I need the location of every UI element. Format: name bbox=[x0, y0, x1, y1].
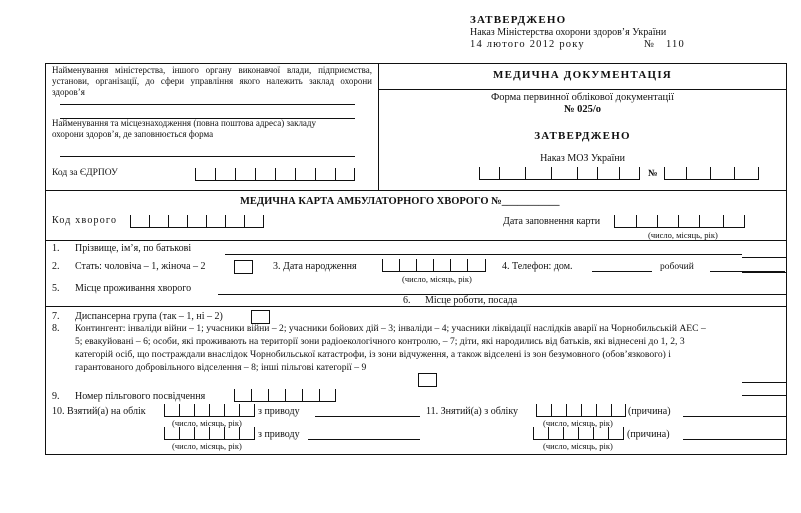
birth-date-hint: (число, місяць, рік) bbox=[402, 274, 472, 284]
work-phone-field[interactable] bbox=[710, 271, 785, 272]
registered-reason-field-2[interactable] bbox=[308, 439, 420, 440]
deregistered-reason-label: (причина) bbox=[628, 406, 671, 417]
f5-num: 5. bbox=[52, 283, 60, 294]
order-number-input[interactable] bbox=[664, 167, 759, 180]
form-label: Форма первинної облікової документації bbox=[490, 92, 675, 103]
facility-label: Найменування та місцезнаходження (повна поштова адреса) закладу охорони здоров’я, де заповнюється форма bbox=[52, 118, 317, 139]
divider-right-row1 bbox=[742, 257, 787, 258]
home-phone-field[interactable] bbox=[592, 271, 652, 272]
f9-num: 9. bbox=[52, 391, 60, 402]
deregistered-date-hint-2: (число, місяць, рік) bbox=[543, 441, 613, 451]
deregistered-reason-field[interactable] bbox=[683, 416, 787, 417]
deregistered-date-hint: (число, місяць, рік) bbox=[543, 418, 613, 428]
privilege-number-input[interactable] bbox=[234, 389, 336, 402]
approval-number: 110 bbox=[666, 39, 685, 50]
f2-num: 2. bbox=[52, 261, 60, 272]
fill-date-hint: (число, місяць, рік) bbox=[648, 230, 718, 240]
full-name-field[interactable] bbox=[225, 254, 742, 255]
approval-order: Наказ Міністерства охорони здоров’я України bbox=[470, 27, 667, 38]
f10-label: 10. Взятий(а) на облік bbox=[52, 406, 146, 417]
work-phone-label: робочий bbox=[660, 262, 694, 272]
f8-num: 8. bbox=[52, 323, 60, 334]
f8-line-3: категорій осіб, що постраждали внаслідок Чорнобильської катастрофи, із зони відчуження, а також відселені із зон безумовного (обов’язкового) і bbox=[75, 349, 671, 360]
fill-date-input[interactable] bbox=[614, 215, 745, 228]
fill-date-label: Дата заповнення карти bbox=[503, 216, 601, 227]
sex-input[interactable] bbox=[234, 260, 253, 274]
f4-label: 4. Телефон: дом. bbox=[502, 261, 573, 272]
f6-label: Місце роботи, посада bbox=[425, 295, 518, 306]
approval-title: ЗАТВЕРДЖЕНО bbox=[470, 14, 567, 26]
contingent-input[interactable] bbox=[418, 373, 437, 387]
facility-field[interactable] bbox=[60, 156, 355, 157]
registered-reason-label-2: з приводу bbox=[258, 429, 300, 440]
divider-right-row3 bbox=[742, 382, 787, 383]
card-title: МЕДИЧНА КАРТА АМБУЛАТОРНОГО ХВОРОГО №___________ bbox=[240, 196, 560, 207]
registered-date-hint: (число, місяць, рік) bbox=[172, 418, 242, 428]
deregistered-date-input-2[interactable] bbox=[533, 427, 624, 440]
deregistered-reason-field-2[interactable] bbox=[683, 439, 787, 440]
order-label: Наказ МОЗ України bbox=[540, 153, 625, 164]
f7-label: Диспансерна група (так – 1, ні – 2) bbox=[75, 311, 223, 322]
f7-num: 7. bbox=[52, 311, 60, 322]
approval-date: 14 лютого 2012 року bbox=[470, 39, 585, 50]
ministry-field[interactable] bbox=[60, 104, 355, 105]
f11-label: 11. Знятий(а) з обліку bbox=[426, 406, 519, 417]
order-number-sign: № bbox=[648, 169, 658, 179]
approved-title: ЗАТВЕРДЖЕНО bbox=[534, 130, 631, 142]
f1-num: 1. bbox=[52, 243, 60, 254]
deregistered-reason-label-2: (причина) bbox=[627, 429, 670, 440]
f8-line-2: 5; евакуйовані – 6; особи, які проживають на території зони радіоекологічного контролю, – 7; діти, які народились від батьків, які віднесені до 1, 2, 3 bbox=[75, 336, 685, 347]
f5-label: Місце проживання хворого bbox=[75, 283, 192, 294]
medical-doc-title: МЕДИЧНА ДОКУМЕНТАЦІЯ bbox=[493, 69, 672, 81]
order-date-input[interactable] bbox=[479, 167, 640, 180]
f1-label: Прізвище, ім’я, по батькові bbox=[75, 243, 192, 254]
approval-number-sign: № bbox=[644, 39, 655, 50]
form-number: № 025/о bbox=[563, 104, 602, 115]
deregistered-date-input[interactable] bbox=[536, 404, 626, 417]
divider-right-row2 bbox=[742, 272, 787, 273]
registered-date-input-2[interactable] bbox=[164, 427, 255, 440]
edrpou-input[interactable] bbox=[195, 168, 355, 181]
f2-label: Стать: чоловіча – 1, жіноча – 2 bbox=[75, 261, 206, 272]
registered-date-input[interactable] bbox=[164, 404, 255, 417]
dispensary-input[interactable] bbox=[251, 310, 270, 324]
f3-label: 3. Дата народження bbox=[273, 261, 357, 272]
edrpou-label: Код за ЄДРПОУ bbox=[52, 168, 118, 178]
f9-label: Номер пільгового посвідчення bbox=[75, 391, 206, 402]
divider-header bbox=[45, 190, 787, 191]
residence-field[interactable] bbox=[218, 294, 390, 295]
registered-reason-label: з приводу bbox=[258, 406, 300, 417]
registered-date-hint-2: (число, місяць, рік) bbox=[172, 441, 242, 451]
patient-code-label: Код хворого bbox=[52, 215, 118, 226]
divider-right-row4 bbox=[742, 395, 787, 396]
patient-code-input[interactable] bbox=[130, 215, 264, 228]
workplace-field[interactable] bbox=[533, 306, 742, 307]
f6-num: 6. bbox=[403, 295, 411, 306]
registered-reason-field[interactable] bbox=[315, 416, 420, 417]
f8-line-1: Контингент: інваліди війни – 1; учасники війни – 2; учасники бойових дій – 3; інваліди – 4; учасники ліквідації наслідків аварії на Чорнобильській АЕС – bbox=[75, 323, 706, 334]
header-right-divider bbox=[378, 89, 787, 90]
f8-line-4: гарантованого добровільного відселення – 8; інші пільгові категорії – 9 bbox=[75, 362, 367, 373]
header-divider bbox=[378, 63, 379, 190]
divider-card bbox=[45, 240, 787, 241]
divider-personal-left bbox=[45, 306, 390, 307]
birth-date-input[interactable] bbox=[382, 259, 486, 272]
ministry-label: Найменування міністерства, іншого органу виконавчої влади, підприємства, установи, організації, до сфери управління якого належить заклад охорони здоров’я bbox=[52, 65, 372, 97]
